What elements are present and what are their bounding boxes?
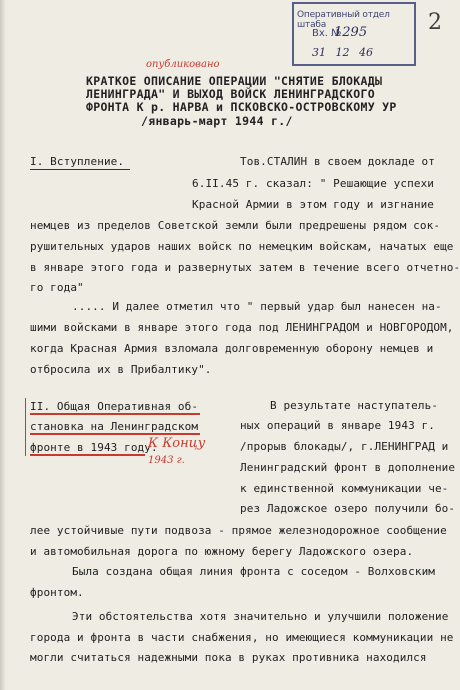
corner-page-number: 2 bbox=[428, 10, 442, 35]
section-1-line-1: Тов.СТАЛИН в своем докладе от bbox=[240, 155, 435, 168]
section-1-line-4: немцев из пределов Советской земли были предрешены рядом сок- bbox=[30, 219, 441, 232]
red-annotation-published: опубликовано bbox=[146, 59, 220, 70]
section-2-full-line-6: города и фронта в части снабжения, но имеющиеся коммуникации не bbox=[30, 631, 454, 644]
section-2-full-line-5: Эти обстоятельства хотя значительно и улучшили положение bbox=[72, 610, 449, 623]
section-2-right-line-1: В результате наступатель- bbox=[270, 399, 439, 412]
stamp-date-month: 12 bbox=[335, 46, 350, 59]
section-1-line-2: 6.II.45 г. сказал: " Решающие успехи bbox=[192, 177, 435, 190]
section-1-line-5: рушительных ударов наших войск по немецким войскам, начатых еще bbox=[30, 240, 454, 253]
section-1-line-7: го года" bbox=[30, 281, 84, 294]
registration-stamp bbox=[292, 2, 416, 66]
section-1-heading: I. Вступление. bbox=[30, 155, 125, 168]
stamp-date-day: 31 bbox=[312, 46, 326, 59]
section-1-line-11: отбросила их в Прибалтику". bbox=[30, 363, 212, 376]
page-edge-shadow bbox=[0, 0, 6, 690]
red-handwritten-year: 1943 г. bbox=[148, 455, 185, 466]
section-1-line-6: в январе этого года и развернутых затем в течение всего отчетно- bbox=[30, 261, 460, 274]
title-line-2: ЛЕНИНГРАДА" И ВЫХОД ВОЙСК ЛЕНИНГРАДСКОГО bbox=[86, 87, 375, 101]
title-line-3: ФРОНТА К р. НАРВА и ПСКОВСКО-ОСТРОВСКОМУ УР bbox=[86, 100, 397, 114]
stamp-department: Оперативный отдел штаба bbox=[297, 10, 390, 30]
section-2-full-line-7: могли считаться надежными пока в руках противника находился bbox=[30, 651, 427, 664]
red-margin-bracket bbox=[25, 398, 26, 456]
section-2-full-line-4: фронтом. bbox=[30, 586, 84, 599]
section-2-full-line-2: и автомобильная дорога по южному берегу Ладожского озера. bbox=[30, 545, 414, 558]
stamp-number: 1295 bbox=[334, 25, 368, 40]
section-1-heading-underline bbox=[30, 169, 130, 170]
section-2-right-line-2: ных операций в январе 1943 г. bbox=[240, 419, 435, 432]
section-2-heading-line-3: фронте в 1943 году. bbox=[30, 441, 158, 454]
title-line-4: /январь-март 1944 г./ bbox=[141, 114, 293, 128]
section-1-line-8: ..... И далее отметил что " первый удар был нанесен на- bbox=[72, 300, 442, 313]
section-2-heading-red-underline-1 bbox=[30, 413, 200, 415]
section-2-heading-red-underline-2 bbox=[30, 433, 200, 435]
section-2-right-line-3: /прорыв блокады/, г.ЛЕНИНГРАД и bbox=[240, 440, 449, 453]
section-1-line-10: когда Красная Армия взломала долговременную оборону немцев и bbox=[30, 342, 434, 355]
section-2-full-line-3: Была создана общая линия фронта с соседом - Волховским bbox=[72, 565, 436, 578]
stamp-date-year: 46 bbox=[359, 46, 373, 59]
red-handwritten-note: К Концу bbox=[148, 436, 206, 451]
section-2-right-line-6: рез Ладожское озеро получили бо- bbox=[240, 502, 456, 515]
stamp-incoming-label: Вх. № bbox=[312, 28, 342, 39]
section-2-right-line-4: Ленинградский фронт в дополнение bbox=[240, 461, 456, 474]
section-2-heading-line-2: становка на Ленинградском bbox=[30, 420, 199, 433]
section-1-line-9: шими войсками в январе этого года под ЛЕНИНГРАДОМ и НОВГОРОДОМ, bbox=[30, 321, 454, 334]
section-2-right-line-5: к единственной коммуникации че- bbox=[240, 482, 449, 495]
stamp-date bbox=[312, 46, 373, 59]
section-2-heading-red-underline-3 bbox=[30, 454, 145, 456]
section-2-heading-line-1: II. Общая Оперативная об- bbox=[30, 400, 199, 413]
section-2-full-line-1: лее устойчивые пути подвоза - прямое железнодорожное сообщение bbox=[30, 524, 447, 537]
section-1-line-3: Красной Армии в этом году и изгнание bbox=[192, 198, 435, 211]
title-line-1: КРАТКОЕ ОПИСАНИЕ ОПЕРАЦИИ "СНЯТИЕ БЛОКАДЫ bbox=[86, 74, 383, 88]
